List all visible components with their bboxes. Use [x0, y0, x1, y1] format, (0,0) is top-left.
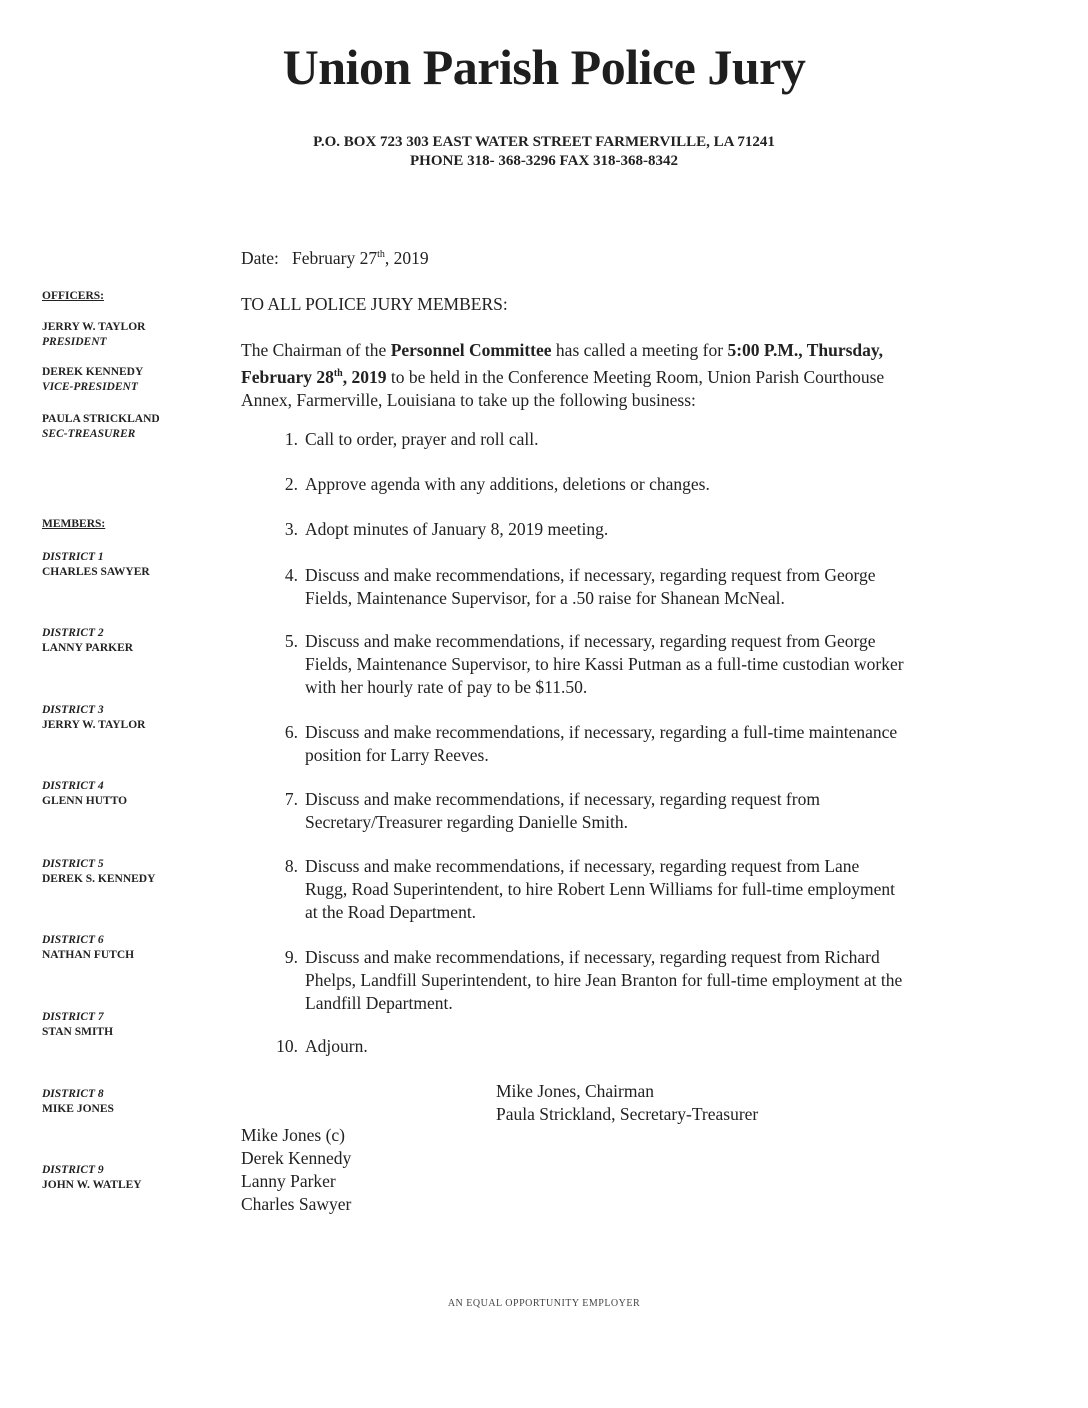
member-entry: DISTRICT 3 JERRY W. TAYLOR	[42, 704, 146, 731]
signature-block: Mike Jones, Chairman Paula Strickland, Secretary-Treasurer	[496, 1081, 759, 1124]
member-entry: DISTRICT 9 JOHN W. WATLEY	[42, 1164, 142, 1191]
officer-entry: JERRY W. TAYLOR PRESIDENT	[42, 321, 146, 348]
committee-members-list: Mike Jones (c) Derek Kennedy Lanny Parker Charles Sawyer	[241, 1125, 352, 1214]
intro-paragraph: The Chairman of the Personnel Committee has called a meeting for 5:00 P.M., Thursday, February 28th, 2019 to be held in the Conference Meeting Room, Union Parish Courthouse Annex, Farmerville, Louisiana to take up the following business:	[241, 340, 885, 410]
letterhead-address: P.O. BOX 723 303 EAST WATER STREET FARMERVILLE, LA 71241	[313, 134, 775, 150]
letterhead-title: Union Parish Police Jury	[282, 39, 806, 95]
member-entry: DISTRICT 4 GLENN HUTTO	[42, 780, 128, 807]
member-entry: DISTRICT 6 NATHAN FUTCH	[42, 934, 135, 961]
members-heading: MEMBERS:	[42, 518, 106, 530]
letter-date: Date: February 27th, 2019	[241, 248, 429, 268]
letterhead-phone: PHONE 318- 368-3296 FAX 318-368-8342	[409, 153, 679, 169]
officer-entry: PAULA STRICKLAND SEC-TREASURER	[42, 413, 160, 440]
member-entry: DISTRICT 8 MIKE JONES	[42, 1088, 114, 1115]
member-entry: DISTRICT 5 DEREK S. KENNEDY	[42, 858, 156, 885]
member-entry: DISTRICT 2 LANNY PARKER	[42, 627, 134, 654]
salutation: TO ALL POLICE JURY MEMBERS:	[241, 294, 508, 314]
member-entry: DISTRICT 1 CHARLES SAWYER	[42, 551, 150, 578]
officer-entry: DEREK KENNEDY VICE-PRESIDENT	[42, 366, 144, 393]
officers-heading: OFFICERS:	[42, 290, 104, 302]
member-entry: DISTRICT 7 STAN SMITH	[42, 1011, 114, 1038]
footer-eoe: AN EQUAL OPPORTUNITY EMPLOYER	[447, 1298, 641, 1309]
